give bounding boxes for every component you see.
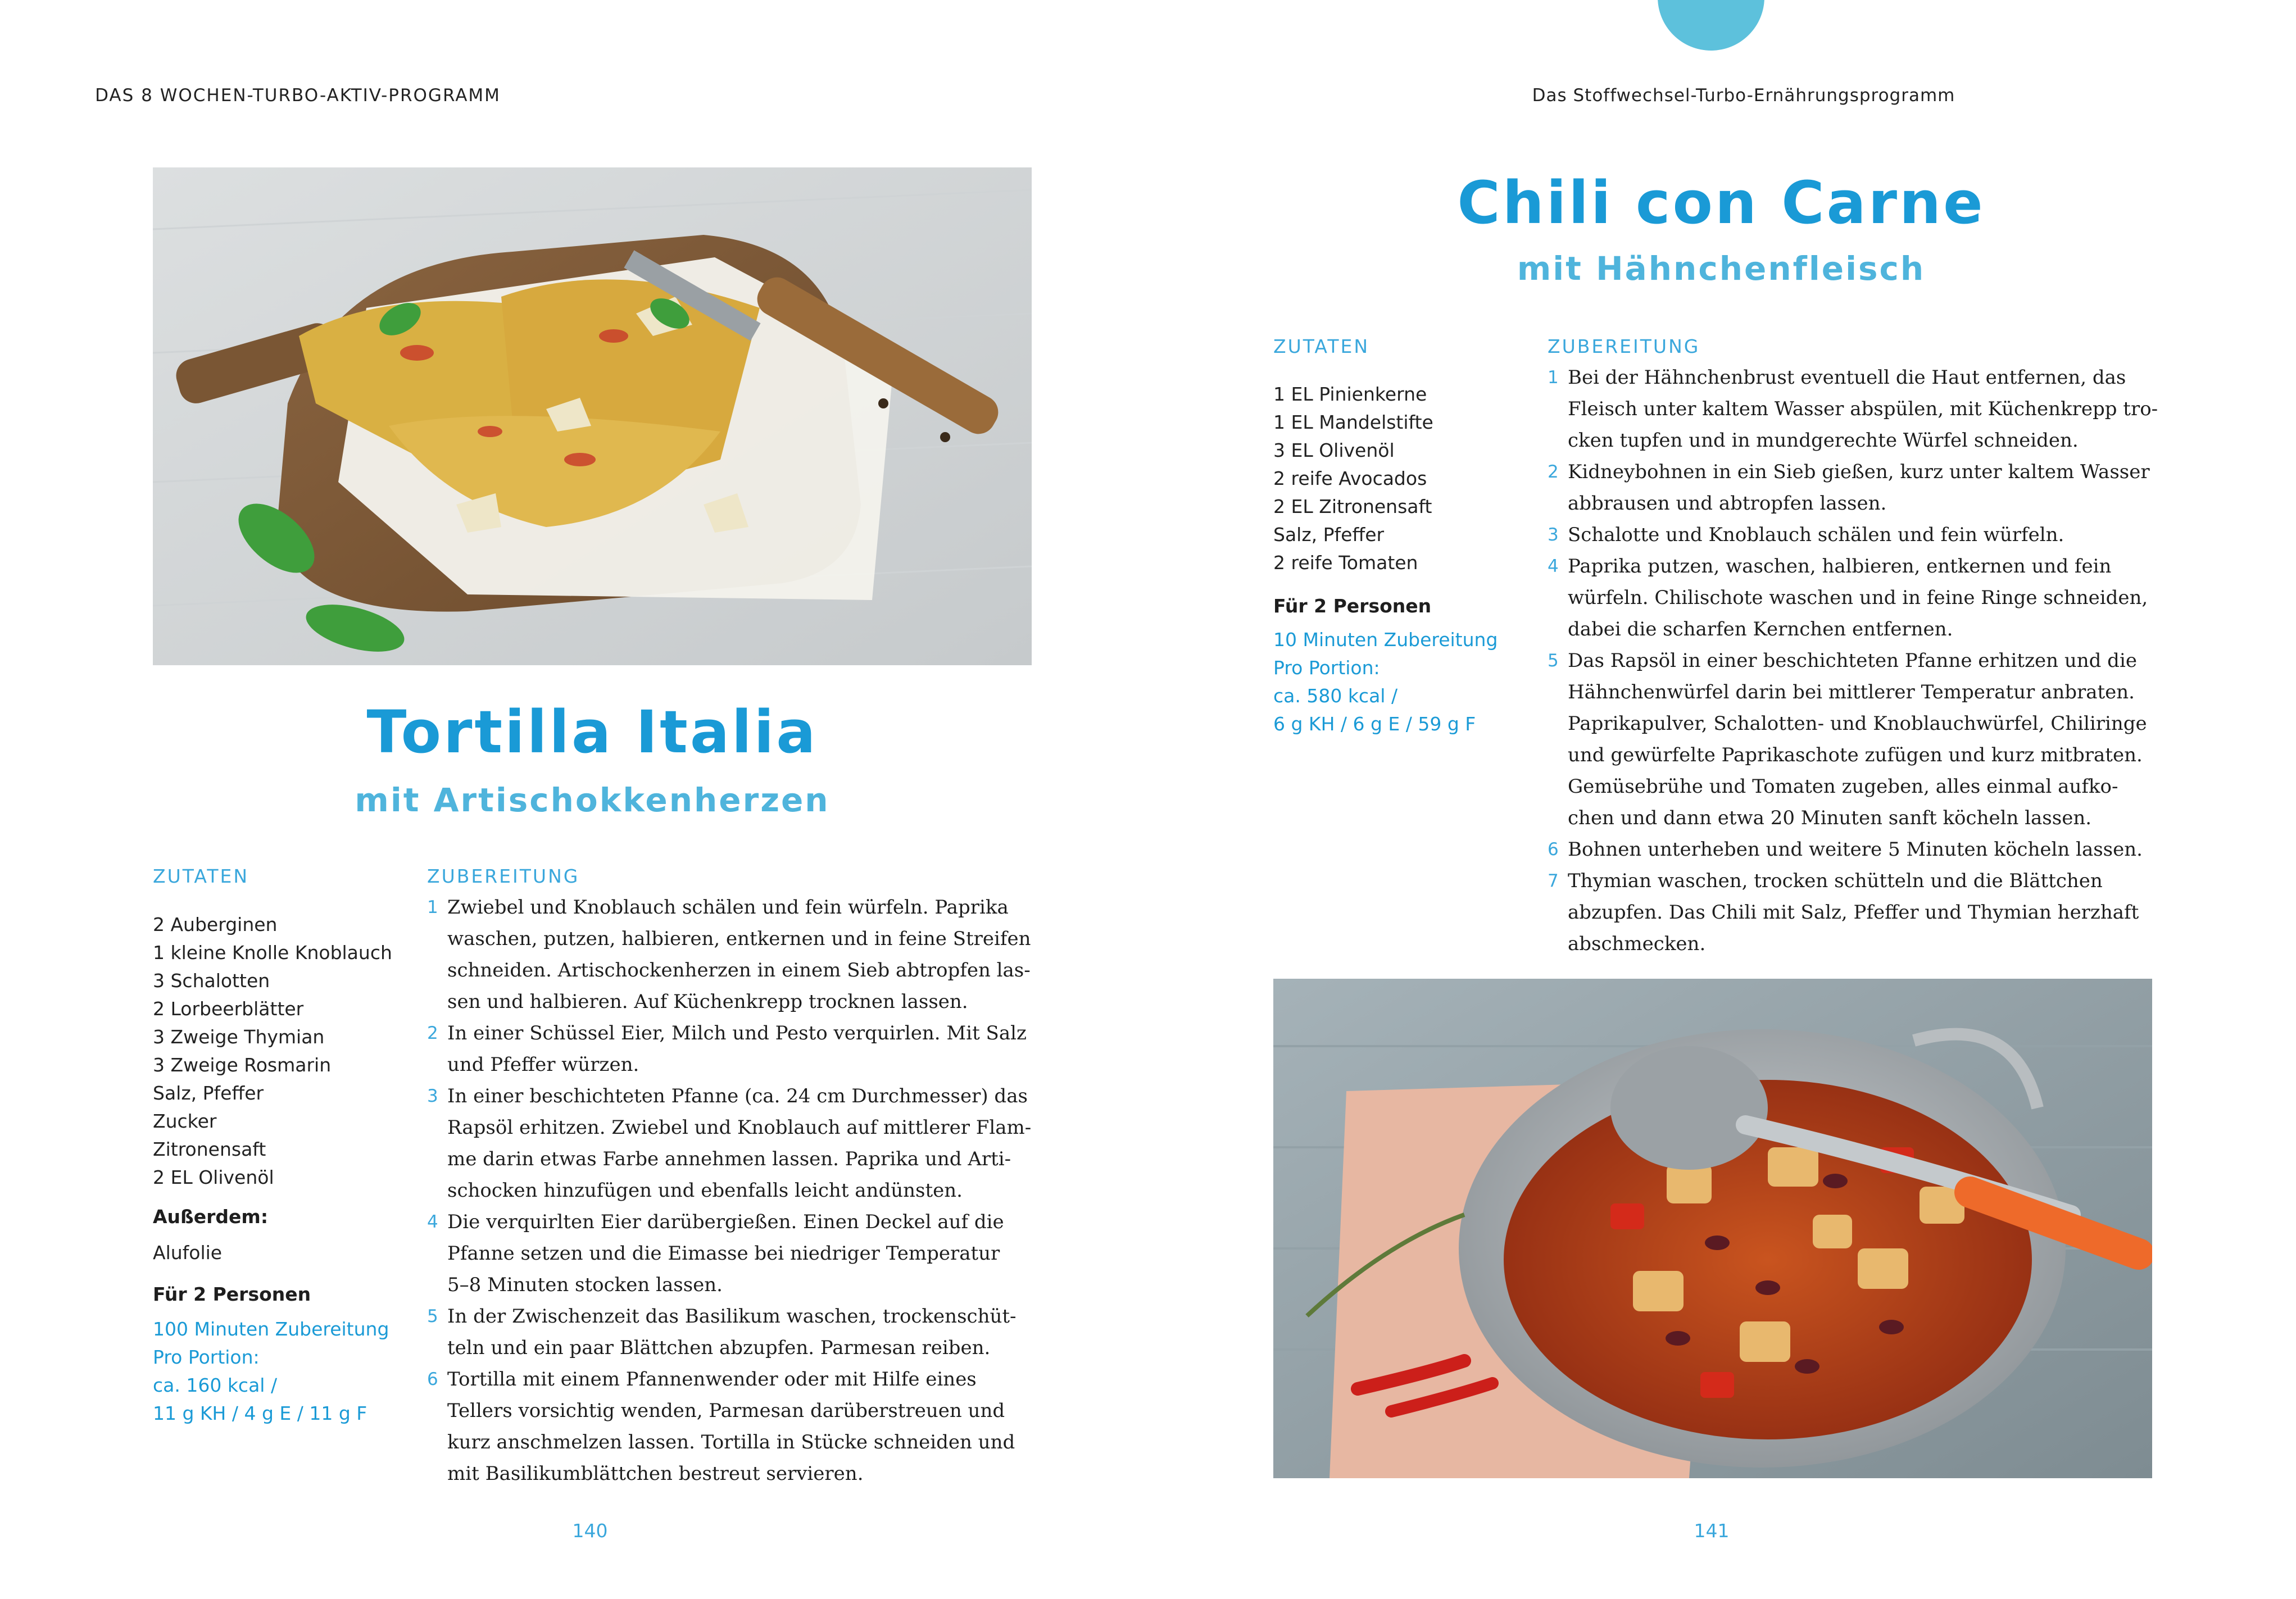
nutrition-line: ca. 160 kcal / xyxy=(153,1374,278,1396)
step-item xyxy=(1548,362,2177,456)
step-line: Pfanne setzen und die Eimasse bei niedriger Temperatur xyxy=(447,1242,1000,1265)
ingredient-item: 1 EL Mandelstifte xyxy=(1273,411,1433,433)
step-number: 6 xyxy=(1548,839,1559,860)
ingredient-item: Zucker xyxy=(153,1110,217,1132)
recipe-title: Chili con Carne xyxy=(1457,169,1985,237)
page-number: 141 xyxy=(1694,1520,1730,1542)
ingredients-label: ZUTATEN xyxy=(153,865,249,887)
running-head: Das Stoffwechsel-Turbo-Ernährungsprogramm xyxy=(1532,85,1955,106)
extra-item: Alufolie xyxy=(153,1242,223,1264)
step-number: 5 xyxy=(1548,651,1559,671)
nutrition-line: 11 g KH / 4 g E / 11 g F xyxy=(153,1402,367,1424)
decorative-circle xyxy=(1658,0,1764,51)
preparation-steps xyxy=(1548,362,2177,960)
step-line: Rapsöl erhitzen. Zwiebel und Knoblauch auf mittlerer Flam- xyxy=(447,1116,1032,1139)
ingredient-item: 3 Zweige Thymian xyxy=(153,1026,325,1048)
ingredient-item: 2 EL Olivenöl xyxy=(153,1166,274,1188)
step-line: waschen, putzen, halbieren, entkernen und in feine Streifen xyxy=(447,928,1031,950)
step-line: abbrausen und abtropfen lassen. xyxy=(1568,492,1887,515)
nutrition-line: Pro Portion: xyxy=(1273,657,1380,679)
step-number: 7 xyxy=(1548,871,1559,891)
step-line: abzupfen. Das Chili mit Salz, Pfeffer und Thymian herzhaft xyxy=(1568,901,2139,924)
step-number: 4 xyxy=(1548,556,1559,576)
nutrition-info xyxy=(153,1315,389,1428)
preparation-label: ZUBEREITUNG xyxy=(427,865,580,887)
step-line: In der Zwischenzeit das Basilikum waschen, trockenschüt- xyxy=(447,1305,1017,1328)
step-number: 6 xyxy=(427,1369,438,1389)
serves-label: Für 2 Personen xyxy=(1273,595,1432,617)
nutrition-line: Pro Portion: xyxy=(153,1346,260,1368)
step-line: kurz anschmelzen lassen. Tortilla in Stücke schneiden und xyxy=(447,1431,1015,1453)
ingredients-list xyxy=(153,911,392,1192)
ingredient-item: 3 Schalotten xyxy=(153,970,270,992)
nutrition-line: 6 g KH / 6 g E / 59 g F xyxy=(1273,713,1476,735)
step-item xyxy=(1548,456,2177,519)
step-number: 2 xyxy=(1548,462,1559,482)
step-item xyxy=(427,1301,1051,1364)
step-number: 3 xyxy=(1548,525,1559,545)
step-item xyxy=(1548,865,2177,960)
ingredients-label: ZUTATEN xyxy=(1273,335,1370,357)
running-head: DAS 8 WOCHEN-TURBO-AKTIV-PROGRAMM xyxy=(95,85,501,106)
nutrition-line: ca. 580 kcal / xyxy=(1273,685,1398,707)
step-item xyxy=(1548,645,2177,834)
recipe-title: Tortilla Italia xyxy=(366,698,818,766)
step-line: Hähnchenwürfel darin bei mittlerer Temperatur anbraten. xyxy=(1568,681,2135,703)
ingredient-item: 1 kleine Knolle Knoblauch xyxy=(153,942,392,964)
step-line: Paprikapulver, Schalotten- und Knoblauchwürfel, Chiliringe xyxy=(1568,712,2147,735)
step-item xyxy=(1548,834,2177,865)
ingredients-list xyxy=(1273,380,1433,577)
serves-label: Für 2 Personen xyxy=(153,1283,311,1305)
ingredient-item: 1 EL Pinienkerne xyxy=(1273,383,1427,405)
nutrition-line: 100 Minuten Zubereitung xyxy=(153,1318,389,1340)
step-item xyxy=(427,1206,1051,1301)
step-line: und gewürfelte Paprikaschote zufügen und kurz mitbraten. xyxy=(1568,744,2143,766)
step-line: Thymian waschen, trocken schütteln und die Blättchen xyxy=(1568,870,2103,892)
ingredient-item: 2 Lorbeerblätter xyxy=(153,998,304,1020)
step-item xyxy=(1548,519,2177,551)
step-item xyxy=(427,1080,1051,1206)
step-line: dabei die scharfen Kernchen entfernen. xyxy=(1568,618,1953,640)
step-line: In einer Schüssel Eier, Milch und Pesto verquirlen. Mit Salz xyxy=(447,1022,1027,1044)
step-item xyxy=(1548,551,2177,645)
step-line: Fleisch unter kaltem Wasser abspülen, mit Küchenkrepp tro- xyxy=(1568,398,2158,420)
step-line: Das Rapsöl in einer beschichteten Pfanne erhitzen und die xyxy=(1568,649,2137,672)
step-line: schocken hinzufügen und ebenfalls leicht andünsten. xyxy=(447,1179,963,1202)
step-line: Zwiebel und Knoblauch schälen und fein würfeln. Paprika xyxy=(447,896,1009,919)
step-number: 1 xyxy=(1548,367,1559,388)
step-line: me darin etwas Farbe annehmen lassen. Paprika und Arti- xyxy=(447,1148,1011,1170)
nutrition-line: 10 Minuten Zubereitung xyxy=(1273,629,1498,651)
step-line: Gemüsebrühe und Tomaten zugeben, alles einmal aufko- xyxy=(1568,775,2118,798)
chili-photo xyxy=(1273,979,2152,1478)
step-number: 2 xyxy=(427,1023,438,1043)
step-line: Schalotte und Knoblauch schälen und fein würfeln. xyxy=(1568,524,2064,546)
step-line: würfeln. Chilischote waschen und in feine Ringe schneiden, xyxy=(1568,587,2148,609)
nutrition-info xyxy=(1273,626,1498,738)
right-page xyxy=(1148,0,2296,1599)
step-line: teln und ein paar Blättchen abzupfen. Parmesan reiben. xyxy=(447,1337,991,1359)
ingredient-item: 3 EL Olivenöl xyxy=(1273,439,1395,461)
ingredient-item: 2 reife Avocados xyxy=(1273,467,1427,489)
step-line: abschmecken. xyxy=(1568,933,1706,955)
ingredient-item: 2 EL Zitronensaft xyxy=(1273,496,1432,517)
step-line: Die verquirlten Eier darübergießen. Einen Deckel auf die xyxy=(447,1211,1004,1233)
step-number: 3 xyxy=(427,1086,438,1106)
ingredient-item: 2 reife Tomaten xyxy=(1273,552,1418,574)
step-line: Bohnen unterheben und weitere 5 Minuten köcheln lassen. xyxy=(1568,838,2143,861)
step-number: 1 xyxy=(427,897,438,917)
preparation-label: ZUBEREITUNG xyxy=(1548,335,1700,357)
tortilla-photo xyxy=(153,167,1032,665)
step-line: cken tupfen und in mundgerechte Würfel schneiden. xyxy=(1568,429,2079,452)
step-line: und Pfeffer würzen. xyxy=(447,1053,639,1076)
step-line: 5–8 Minuten stocken lassen. xyxy=(447,1274,723,1296)
step-item xyxy=(427,1017,1051,1080)
step-number: 4 xyxy=(427,1212,438,1232)
recipe-subtitle: mit Artischokkenherzen xyxy=(355,781,830,819)
step-number: 5 xyxy=(427,1306,438,1327)
ingredient-item: 2 Auberginen xyxy=(153,914,278,935)
page-number: 140 xyxy=(572,1520,608,1542)
step-item xyxy=(427,1364,1051,1489)
step-line: chen und dann etwa 20 Minuten sanft köcheln lassen. xyxy=(1568,807,2092,829)
step-line: schneiden. Artischockenherzen in einem Sieb abtropfen las- xyxy=(447,959,1031,982)
ingredient-item: 3 Zweige Rosmarin xyxy=(153,1054,332,1076)
extra-heading: Außerdem: xyxy=(153,1206,269,1228)
step-line: In einer beschichteten Pfanne (ca. 24 cm Durchmesser) das xyxy=(447,1085,1028,1107)
ingredient-item: Salz, Pfeffer xyxy=(1273,524,1385,546)
ingredient-item: Zitronensaft xyxy=(153,1138,266,1160)
step-line: Paprika putzen, waschen, halbieren, entkernen und fein xyxy=(1568,555,2112,578)
step-line: Kidneybohnen in ein Sieb gießen, kurz unter kaltem Wasser xyxy=(1568,461,2150,483)
ingredient-item: Salz, Pfeffer xyxy=(153,1082,264,1104)
step-item xyxy=(427,892,1051,1017)
preparation-steps xyxy=(427,892,1051,1489)
step-line: Bei der Hähnchenbrust eventuell die Haut entfernen, das xyxy=(1568,366,2126,389)
step-line: Tellers vorsichtig wenden, Parmesan darüberstreuen und xyxy=(447,1400,1005,1422)
recipe-subtitle: mit Hähnchenfleisch xyxy=(1517,249,1926,288)
step-line: mit Basilikumblättchen bestreut servieren. xyxy=(447,1462,864,1485)
step-line: Tortilla mit einem Pfannenwender oder mit Hilfe eines xyxy=(447,1368,977,1391)
step-line: sen und halbieren. Auf Küchenkrepp trocknen lassen. xyxy=(447,991,968,1013)
